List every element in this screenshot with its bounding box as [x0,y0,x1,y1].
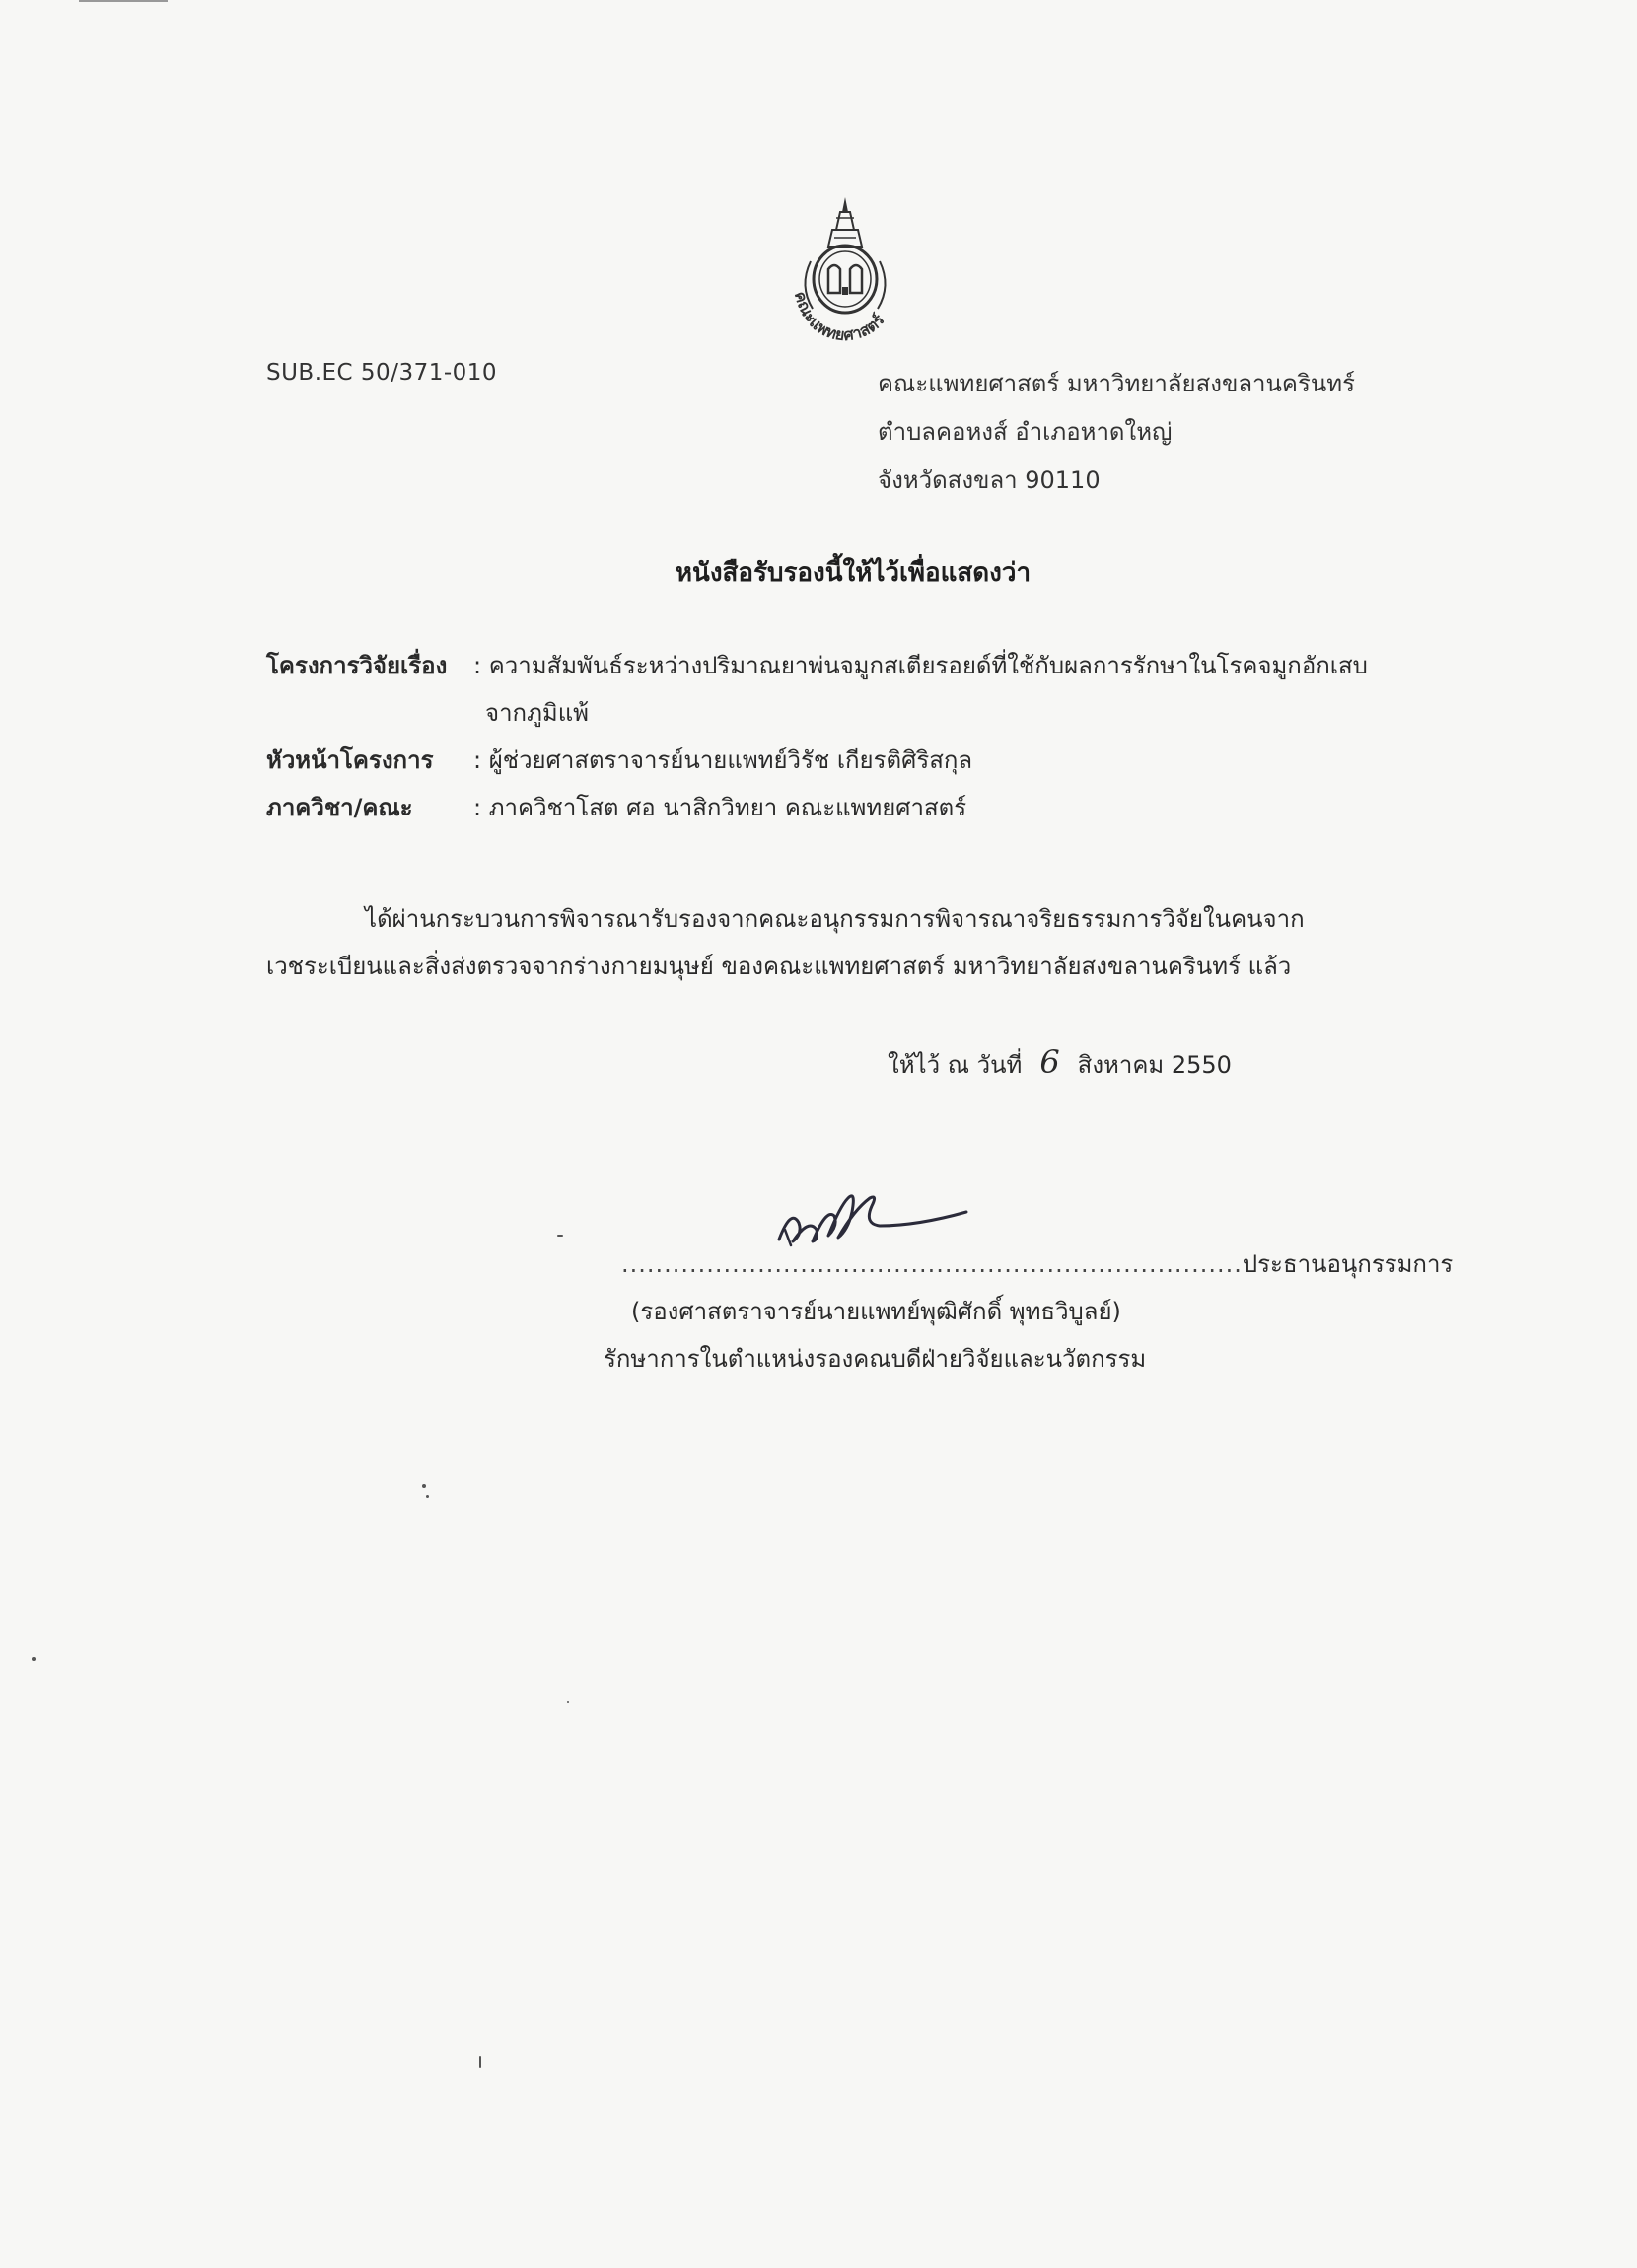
scan-edge-mark [79,0,168,2]
seal-text: คณะแพทยศาสตร์ [790,289,889,345]
svg-text:คณะแพทยศาสตร์ [791,289,889,344]
date-month-year: สิงหาคม 2550 [1077,1051,1232,1079]
reference-number: SUB.EC 50/371-010 [266,360,498,386]
address-line-province: จังหวัดสงขลา 90110 [878,466,1101,494]
scan-speck [567,1701,569,1703]
paragraph-line-1: ได้ผ่านกระบวนการพิจารณารับรองจากคณะอนุกรรมการพิจารณาจริยธรรมการวิจัยในคนจาก [365,905,1305,933]
date-day: 6 [1039,1043,1060,1081]
signer-acting-title: รักษาการในตำแหน่งรองคณบดีฝ่ายวิจัยและนวัตกรรม [604,1345,1147,1373]
department-value: : ภาควิชาโสต ศอ นาสิกวิทยา คณะแพทยศาสตร์ [473,794,967,821]
signature-line [621,1244,1453,1283]
certification-paragraph [266,895,1390,990]
scan-speck [32,1657,36,1661]
scan-speck [557,1235,563,1237]
paragraph-line-2: เวชระเบียนและสิ่งส่งตรวจจากร่างกายมนุษย์ ของคณะแพทยศาสตร์ มหาวิทยาลัยสงขลานครินทร์ แล้ว [266,953,1292,980]
department-label: ภาควิชา/คณะ [266,794,413,821]
scan-speck [479,2056,481,2068]
sender-address [878,360,1355,505]
issue-date [888,1043,1232,1084]
head-value: : ผู้ช่วยศาสตราจารย์นายแพทย์วิรัช เกียรติศิริสกุล [473,746,973,774]
project-value-continued: จากภูมิแพ้ [485,699,589,727]
project-label: โครงการวิจัยเรื่อง [266,652,448,679]
scan-speck [426,1495,429,1498]
address-line-faculty: คณะแพทยศาสตร์ มหาวิทยาลัยสงขลานครินทร์ [878,370,1355,397]
date-prefix: ให้ไว้ ณ วันที่ [888,1051,1023,1079]
signer-name: (รองศาสตราจารย์นายแพทย์พุฒิศักดิ์ พุทธวิบูลย์) [631,1298,1121,1325]
scan-speck [422,1484,426,1488]
address-line-subdistrict: ตำบลคอหงส์ อำเภอหาดใหญ่ [878,418,1173,446]
head-label: หัวหน้าโครงการ [266,746,434,774]
project-value: : ความสัมพันธ์ระหว่างปริมาณยาพ่นจมูกสเตียรอยด์ที่ใช้กับผลการรักษาในโรคจมูกอักเสบ [473,652,1368,679]
signer-role: ประธานอนุกรรมการ [1242,1250,1454,1278]
signature-dots: ......................................................................... [621,1250,1243,1278]
document-title: หนังสือรับรองนี้ให้ไว้เพื่อแสดงว่า [675,558,1032,588]
faculty-of-medicine-seal-icon [771,192,919,350]
